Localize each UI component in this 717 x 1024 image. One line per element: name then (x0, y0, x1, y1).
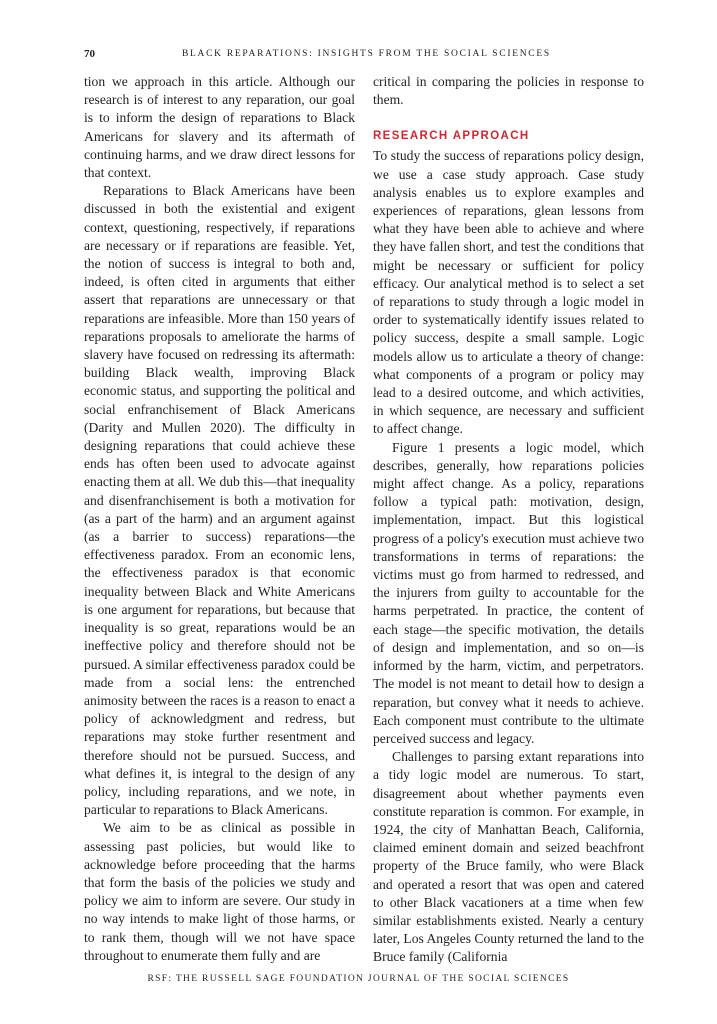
journal-footer: RSF: THE RUSSELL SAGE FOUNDATION JOURNAL OF THE SOCIAL SCIENCES (147, 974, 570, 984)
running-title: BLACK REPARATIONS: INSIGHTS FROM THE SOCIAL SCIENCES (182, 49, 551, 59)
paragraph: Reparations to Black Americans have been discussed in both the existential and exigent context, questioning, respectively, if reparations are necessary or if reparations are feasible. Yet, the notion of success is integral to both and, indeed, is often cited in arguments that either assert that reparations are unnecessary or that reparations are infeasible. More than 150 years of reparations proposals to ameliorate the harms of slavery have focused on redressing its aftermath: building Black wealth, improving Black economic status, and supporting the political and social enfranchisement of Black Americans (Darity and Mullen 2020). The difficulty in designing reparations that could achieve these ends has often been used to advocate against enacting them at all. We dub this—that inequality and disenfranchisement is both a motivation for (as a part of the harm) and an argument against (as a barrier to success) reparations—the effectiveness paradox. From an economic lens, the effectiveness paradox is that economic inequality between Black and White Americans is one argument for reparations, but because that inequality is so great, reparations would be an ineffective policy and therefore should not be pursued. A similar effectiveness paradox could be made from a social lens: the entrenched animosity between the races is a reason to enact a policy of acknowledgment and redress, but reparations may stoke further resentment and therefore should not be pursued. Success, and what defines it, is integral to the design of any policy, including reparations, and we note, in particular to reparations to Black Americans. (84, 183, 355, 818)
right-column (373, 73, 644, 965)
article-body (84, 73, 644, 965)
page-number: 70 (84, 48, 95, 60)
paragraph: Challenges to parsing extant reparations into a tidy logic model are numerous. To start, disagreement about whether payments even constitute reparation is common. For example, in 1924, the city of Manhattan Beach, California, claimed eminent domain and seized beachfront property of the Bruce family, who were Black and operated a resort that was open and catered to other Black vacationers at a time when few similar establishments existed. Nearly a century later, Los Angeles County returned the land to the Bruce family (California (373, 749, 644, 965)
paragraph: To study the success of reparations policy design, we use a case study approach. Case study analysis enables us to explore examples and experiences of reparations, glean lessons from what they have been able to achieve and where they have fallen short, and test the conditions that might be necessary or sufficient for policy efficacy. Our analytical method is to select a set of reparations to study through a logic model in order to systematically identify issues related to policy success, despite a small sample. Logic models allow us to articulate a theory of change: what components of a program or policy may lead to a desired outcome, and which activities, in which sequence, are necessary and sufficient to affect change. (373, 148, 644, 437)
paragraph: tion we approach in this article. Although our research is of interest to any reparation, our goal is to inform the design of reparations to Black Americans for slavery and its aftermath of continuing harms, and we draw direct lessons for that context. (84, 74, 355, 181)
running-header (84, 48, 644, 64)
paragraph: critical in comparing the policies in response to them. (373, 74, 644, 108)
paragraph: We aim to be as clinical as possible in assessing past policies, but would like to acknowledge before proceeding that the harms that form the basis of the policies we study and policy we aim to inform are severe. Our study in no way intends to make light of those harms, or to rank them, though will we not have space throughout to enumerate them fully and are (84, 820, 355, 963)
left-column (84, 73, 355, 963)
paragraph: Figure 1 presents a logic model, which describes, generally, how reparations policies might affect change. As a policy, reparations follow a typical path: motivation, design, implementation, impact. But this logistical progress of a policy's execution must achieve two transformations in terms of reparations: the victims must go from harmed to redressed, and the injurers from guilty to accountable for the harms perpetrated. In practice, the content of each stage—the specific motivation, the details of design and implementation, and so on—is informed by the harm, victim, and perpetrators. The model is not meant to detail how to design a reparation, but convey what it needs to achieve. Each component must contribute to the ultimate perceived success and legacy. (373, 439, 644, 746)
section-heading: RESEARCH APPROACH (373, 130, 530, 143)
